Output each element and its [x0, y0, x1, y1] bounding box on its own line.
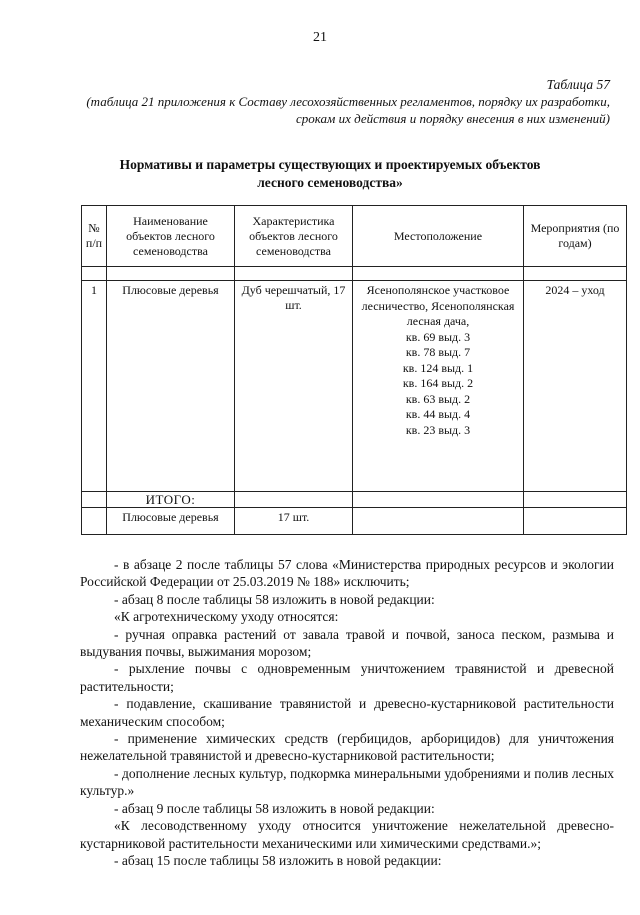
sum-empty-cell: [82, 508, 107, 535]
seed-objects-table: [81, 205, 627, 535]
spacer-cell: [235, 267, 353, 281]
header-number: № п/п: [82, 206, 107, 267]
table-caption-text: (таблица 21 приложения к Составу лесохозяйственных регламентов, порядку их разработки, срокам их действия и порядку внесения в них изменений): [86, 94, 610, 126]
total-empty-cell: [353, 492, 524, 508]
row-number: 1: [82, 281, 107, 492]
paragraph: - ручная оправка растений от завала травой и почвой, заноса песком, размыва и выдувания почвы, выжимания морозом;: [80, 626, 614, 660]
paragraph: - абзац 15 после таблицы 58 изложить в новой редакции:: [114, 852, 442, 868]
location-line: кв. 164 выд. 2: [402, 376, 474, 390]
header-location: Местоположение: [353, 206, 524, 267]
row-characteristic: Дуб черешчатый, 17 шт.: [235, 281, 353, 492]
total-label: ИТОГО:: [107, 492, 235, 508]
spacer-cell: [524, 267, 627, 281]
table-header-row: [82, 206, 627, 267]
total-empty-cell: [235, 492, 353, 508]
header-activities: Мероприятия (по годам): [524, 206, 627, 267]
spacer-cell: [107, 267, 235, 281]
location-line: кв. 69 выд. 3: [405, 329, 471, 344]
header-characteristic: Характеристика объектов лесного семеноводства: [235, 206, 353, 267]
location-line: кв. 124 выд. 1: [402, 360, 474, 375]
table-spacer-row: [82, 267, 627, 281]
row-name: Плюсовые деревья: [107, 281, 235, 492]
spacer-cell: [353, 267, 524, 281]
location-line: кв. 44 выд. 4: [405, 407, 471, 421]
paragraph: - подавление, скашивание травянистой и древесно-кустарниковой растительности механическим способом;: [80, 696, 614, 729]
header-name: Наименование объектов лесного семеноводства: [107, 206, 235, 267]
sum-name: Плюсовые деревья: [107, 508, 235, 535]
paragraph: - рыхление почвы с одновременным уничтожением травянистой и древесной растительности;: [80, 661, 614, 694]
table-sum-row: [82, 508, 627, 535]
paragraph: «К лесоводственному уходу относится уничтожение нежелательной древесно-кустарниковой растительности механическими или химическими средствами.»;: [80, 818, 614, 851]
paragraph: - абзац 9 после таблицы 58 изложить в новой редакции:: [114, 800, 435, 816]
body-text: [80, 556, 614, 869]
location-line: кв. 23 выд. 3: [405, 422, 471, 437]
location-head: Ясенополянское участковое лесничество, Ясенополянская лесная дача,: [361, 283, 515, 328]
paragraph: - в абзаце 2 после таблицы 57 слова «Министерства природных ресурсов и экологии Российской Федерации от 25.03.2019 № 188» исключить;: [80, 557, 614, 590]
paragraph: - абзац 8 после таблицы 58 изложить в новой редакции:: [114, 591, 435, 607]
table-caption-label: Таблица 57: [546, 77, 610, 92]
total-empty-cell: [82, 492, 107, 508]
document-title: Нормативы и параметры существующих и проектируемых объектов лесного семеноводства»: [119, 157, 541, 190]
table-row: [82, 281, 627, 492]
location-line: кв. 63 выд. 2: [405, 391, 471, 406]
table-total-row: [82, 492, 627, 508]
paragraph: - дополнение лесных культур, подкормка минеральными удобрениями и полив лесных культур.»: [80, 765, 614, 799]
total-empty-cell: [524, 492, 627, 508]
sum-empty-cell: [524, 508, 627, 535]
paragraph: - применение химических средств (гербицидов, арборицидов) для уничтожения нежелательной травянистой и древесно-кустарниковой растительности;: [80, 731, 614, 764]
row-location: [353, 281, 524, 492]
location-line: кв. 78 выд. 7: [405, 345, 471, 359]
paragraph: «К агротехническому уходу относятся:: [114, 609, 339, 625]
sum-empty-cell: [353, 508, 524, 535]
spacer-cell: [82, 267, 107, 281]
page-number: 21: [313, 30, 327, 45]
row-activity: 2024 – уход: [524, 281, 627, 492]
sum-count: 17 шт.: [235, 508, 353, 535]
table-caption: [50, 76, 610, 127]
